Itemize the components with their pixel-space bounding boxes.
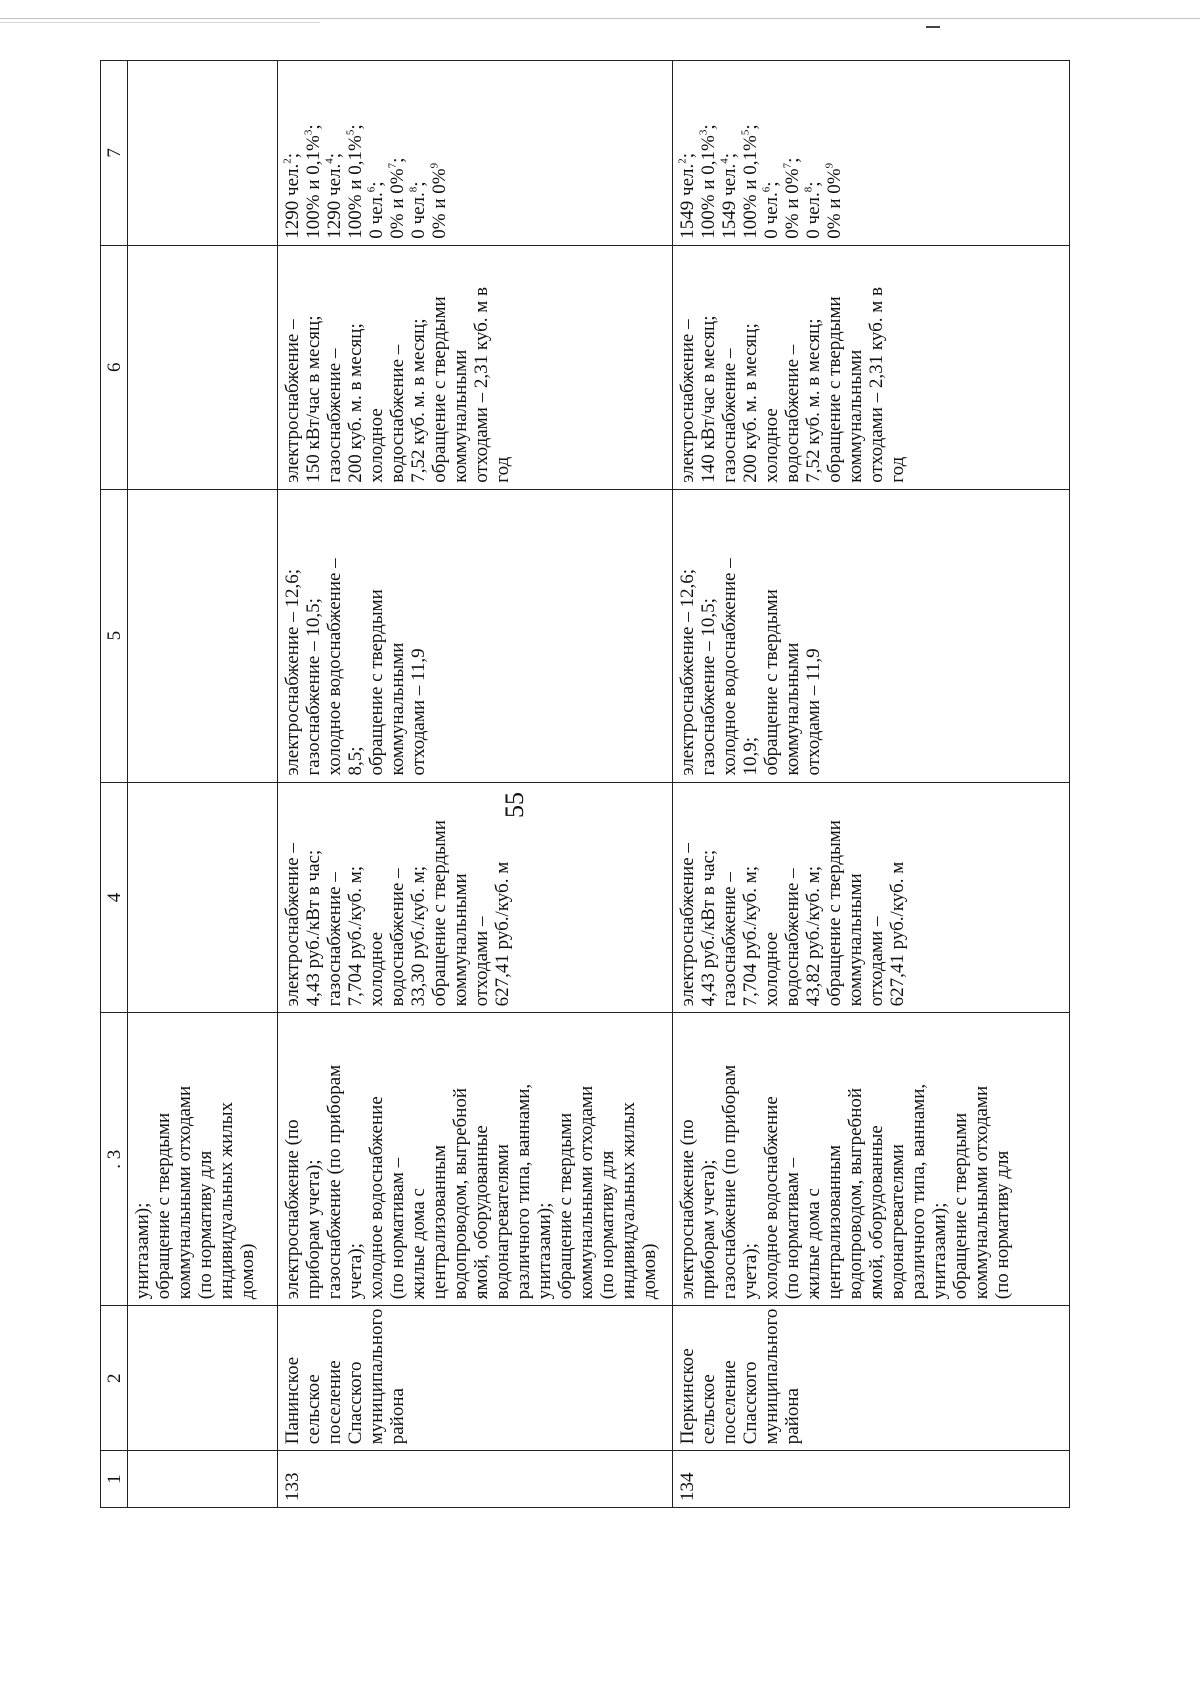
cell-line: [803, 67, 824, 239]
cell-line: Панинское: [282, 1356, 303, 1445]
cell-line: поселение: [719, 1360, 740, 1445]
footnote-marker: 5: [739, 129, 752, 136]
footnote-marker: 8: [802, 186, 815, 193]
cell-line: унитазами);: [534, 1202, 555, 1300]
cell-line: водонагревателями: [887, 1144, 908, 1300]
cell-line: водоснабжение –: [782, 344, 803, 483]
cell-line: холодное: [366, 408, 387, 483]
value-text: 100% и 0,1%: [740, 135, 761, 239]
header-col-6: 6: [101, 245, 128, 489]
cell-line: 8,5;: [345, 746, 366, 776]
cell-line: домов): [237, 1243, 258, 1300]
cell-line: водонагревателями: [492, 1144, 513, 1300]
cell-line: [677, 67, 698, 239]
index-values: [673, 489, 1070, 782]
footnote-marker: 6: [365, 186, 378, 193]
punctuation: ;: [282, 152, 303, 159]
cell-line: водоснабжение –: [387, 344, 408, 483]
cell-line: 43,82 руб./куб. м;: [803, 865, 824, 1007]
cell-line: района: [782, 1388, 803, 1445]
cell-line: обращение с твердыми: [153, 1112, 174, 1300]
services-list: [673, 1013, 1070, 1306]
punctuation: ;: [782, 157, 803, 163]
cell-line: 7,52 куб. м. в месяц;: [408, 318, 429, 483]
cell-line: 150 кВт/час в месяц;: [303, 315, 324, 483]
cell-line: отходами – 2,31 куб. м в: [471, 287, 492, 483]
punctuation: ;: [761, 181, 782, 187]
table-row: [278, 61, 673, 1508]
value-text: 0% и 0%: [387, 168, 408, 239]
footnote-marker: 2: [281, 158, 294, 164]
cell-line: обращение с твердыми: [761, 589, 782, 776]
consumption-volume: [278, 245, 673, 489]
scan-edge-line: [0, 18, 1200, 19]
cell-line: обращение с твердыми: [555, 1112, 576, 1300]
cell-line: электроснабжение –: [282, 843, 303, 1007]
cell-line: учета);: [740, 1243, 761, 1300]
cell-line: коммунальными: [450, 349, 471, 483]
footnote-marker: 3: [302, 129, 315, 136]
cell-line: газоснабжение –: [719, 348, 740, 483]
cell-line: холодное: [761, 931, 782, 1007]
cell-line: района: [387, 1388, 408, 1445]
header-col-2: 2: [101, 1306, 128, 1451]
tariffs: [673, 782, 1070, 1013]
cell-line: водопроводом, выгребной: [845, 1087, 866, 1300]
cell-line: холодное водоснабжение –: [324, 558, 345, 776]
cell-line: Спасского: [740, 1361, 761, 1445]
cell-line: учета);: [345, 1243, 366, 1300]
settlement-name: [673, 1306, 1070, 1451]
punctuation: ;: [677, 152, 698, 159]
cell-line: индивидуальных жилых: [618, 1101, 639, 1300]
cell-line: электроснабжение –: [677, 319, 698, 483]
value-text: 0 чел.: [366, 192, 387, 239]
cell-line: коммунальными: [845, 873, 866, 1007]
cell-line: ямой, оборудованные: [471, 1125, 492, 1300]
cell-line: [782, 67, 803, 239]
cell-line: коммунальными отходами: [576, 1085, 597, 1300]
population-share: [278, 61, 673, 246]
value-text: 0% и 0%: [429, 168, 450, 239]
cell-line: централизованным: [824, 1144, 845, 1300]
cell-line: газоснабжение –: [719, 872, 740, 1007]
value-text: 1549 чел.: [719, 163, 740, 239]
footnote-marker: 5: [344, 129, 357, 136]
cell-line: 4,43 руб./кВт в час;: [698, 849, 719, 1007]
tariffs: [278, 782, 673, 1013]
cell-line: обращение с твердыми: [950, 1112, 971, 1300]
cell-line: электроснабжение – 12,6;: [677, 568, 698, 776]
punctuation: ;: [324, 152, 345, 159]
cell-line: (по нормативам –: [782, 1157, 803, 1300]
population-share: [673, 61, 1070, 246]
cell-line: [324, 67, 345, 239]
footnote-marker: 8: [407, 186, 420, 193]
cell-line: поселение: [324, 1360, 345, 1445]
cell-line: сельское: [303, 1374, 324, 1445]
cell-line: отходами – 11,9: [408, 648, 429, 776]
services-list: [278, 1013, 673, 1306]
cell-line: (по нормативу для: [195, 1150, 216, 1300]
punctuation: ;: [366, 181, 387, 187]
cell-line: холодное: [366, 931, 387, 1007]
value-text: 0% и 0%: [824, 168, 845, 239]
cell-line: [824, 67, 845, 239]
cell-line: жилые дома с: [803, 1188, 824, 1300]
cell-line: коммунальными отходами: [174, 1085, 195, 1300]
cell-line: (по нормативам –: [387, 1157, 408, 1300]
cell-line: 33,30 руб./куб. м;: [408, 865, 429, 1007]
cell-line: коммунальными: [387, 642, 408, 776]
value-text: 0% и 0%: [782, 168, 803, 239]
cell-line: холодное водоснабжение –: [719, 558, 740, 776]
cell-line: коммунальными: [845, 349, 866, 483]
cell-line: отходами – 11,9: [803, 648, 824, 776]
scan-mark: [926, 26, 940, 28]
table-row: [673, 61, 1070, 1508]
cell-line: унитазами);: [929, 1202, 950, 1300]
row-number: 133: [278, 1451, 673, 1508]
value-text: 1290 чел.: [282, 163, 303, 239]
cell-line: электроснабжение (по: [677, 1119, 698, 1300]
footnote-marker: 4: [323, 158, 336, 164]
cell-line: газоснабжение –: [324, 872, 345, 1007]
cell-line: холодное: [761, 408, 782, 483]
header-col-3: . 3: [101, 1013, 128, 1306]
cell-line: холодное водоснабжение: [761, 1096, 782, 1300]
cell-line: муниципального: [366, 1308, 387, 1445]
cell-line: [719, 67, 740, 239]
footnote-marker: 2: [676, 158, 689, 164]
cell-line: ямой, оборудованные: [866, 1125, 887, 1300]
cell-line: водопроводом, выгребной: [450, 1087, 471, 1300]
cell-line: индивидуальных жилых: [216, 1101, 237, 1300]
cell-line: [345, 67, 366, 239]
cell-line: отходами –: [471, 916, 492, 1007]
cell-line: [429, 67, 450, 239]
header-col-7: 7: [101, 61, 128, 246]
cell-line: обращение с твердыми: [824, 296, 845, 483]
cell-line: электроснабжение (по: [282, 1119, 303, 1300]
header-col-5: 5: [101, 489, 128, 782]
cell-line: различного типа, ваннами,: [908, 1083, 929, 1300]
cell-line: обращение с твердыми: [366, 589, 387, 776]
rotated-table-container: [100, 60, 1070, 1508]
header-col-1: 1: [101, 1451, 128, 1508]
value-text: 0 чел.: [803, 192, 824, 239]
cell-line: приборам учета);: [698, 1159, 719, 1300]
cell-line: 7,52 куб. м. в месяц;: [803, 318, 824, 483]
cell-line: муниципального: [761, 1308, 782, 1445]
footnote-marker: 3: [697, 129, 710, 136]
cell-line: электроснабжение –: [677, 843, 698, 1007]
index-values: [278, 489, 673, 782]
carry-over-col3: [128, 1013, 278, 1306]
settlement-name: [278, 1306, 673, 1451]
cell-line: 140 кВт/час в месяц;: [698, 315, 719, 483]
cell-line: приборам учета);: [303, 1159, 324, 1300]
punctuation: ;: [698, 124, 719, 130]
cell-line: электроснабжение –: [282, 319, 303, 483]
cell-line: Спасского: [345, 1361, 366, 1445]
cell-line: [761, 67, 782, 239]
cell-line: [366, 67, 387, 239]
punctuation: ;: [387, 157, 408, 163]
cell-line: [282, 67, 303, 239]
footnote-marker: 7: [781, 162, 794, 169]
value-text: 100% и 0,1%: [303, 135, 324, 239]
cell-line: отходами – 2,31 куб. м в: [866, 287, 887, 483]
cell-line: Перкинское: [677, 1348, 698, 1445]
footnote-marker: 7: [386, 162, 399, 169]
cell-line: газоснабжение – 10,5;: [698, 598, 719, 776]
cell-line: 627,41 руб./куб. м: [887, 861, 908, 1007]
header-row: [101, 61, 128, 1508]
value-text: 0 чел.: [408, 192, 429, 239]
cell-line: 7,704 руб./куб. м;: [740, 865, 761, 1007]
cell-line: холодное водоснабжение: [366, 1096, 387, 1300]
row-number: 134: [673, 1451, 1070, 1508]
cell-line: год: [887, 456, 908, 483]
punctuation: ;: [345, 124, 366, 130]
cell-line: газоснабжение (по приборам: [719, 1064, 740, 1300]
footnote-marker: 9: [428, 162, 441, 169]
cell-line: коммунальными: [450, 873, 471, 1007]
cell-line: унитазами);: [132, 1202, 153, 1300]
punctuation: ;: [408, 181, 429, 187]
cell-line: газоснабжение – 10,5;: [303, 598, 324, 776]
punctuation: ;: [303, 124, 324, 130]
cell-line: водоснабжение –: [387, 868, 408, 1007]
cell-line: [387, 67, 408, 239]
footnote-marker: 6: [760, 186, 773, 193]
cell-line: год: [492, 456, 513, 483]
cell-line: 200 куб. м. в месяц;: [345, 323, 366, 483]
header-col-4: 4: [101, 782, 128, 1013]
cell-line: обращение с твердыми: [824, 820, 845, 1007]
cell-line: различного типа, ваннами,: [513, 1083, 534, 1300]
punctuation: ;: [740, 124, 761, 130]
cell-line: газоснабжение (по приборам: [324, 1064, 345, 1300]
value-text: 100% и 0,1%: [698, 135, 719, 239]
cell-line: газоснабжение –: [324, 348, 345, 483]
carry-over-row: [128, 61, 278, 1508]
cell-line: коммунальными: [782, 642, 803, 776]
page-number: 55: [500, 792, 529, 818]
cell-line: коммунальными отходами: [971, 1085, 992, 1300]
value-text: 0 чел.: [761, 192, 782, 239]
cell-line: [303, 67, 324, 239]
value-text: 100% и 0,1%: [345, 135, 366, 239]
footnote-marker: 4: [718, 158, 731, 164]
punctuation: ;: [803, 181, 824, 187]
value-text: 1290 чел.: [324, 163, 345, 239]
cell-line: [698, 67, 719, 239]
cell-line: отходами –: [866, 916, 887, 1007]
cell-line: централизованным: [429, 1144, 450, 1300]
cell-line: (по нормативу для: [992, 1150, 1013, 1300]
cell-line: 10,9;: [740, 737, 761, 776]
cell-line: 7,704 руб./куб. м;: [345, 865, 366, 1007]
value-text: 1549 чел.: [677, 163, 698, 239]
cell-line: обращение с твердыми: [429, 820, 450, 1007]
footnote-marker: 9: [823, 162, 836, 169]
cell-line: жилые дома с: [408, 1188, 429, 1300]
cell-line: 200 куб. м. в месяц;: [740, 323, 761, 483]
punctuation: ;: [719, 152, 740, 159]
cell-line: [740, 67, 761, 239]
cell-line: (по нормативу для: [597, 1150, 618, 1300]
cell-line: обращение с твердыми: [429, 296, 450, 483]
cell-line: 4,43 руб./кВт в час;: [303, 849, 324, 1007]
cell-line: домов): [639, 1243, 660, 1300]
cell-line: 627,41 руб./куб. м: [492, 861, 513, 1007]
cell-line: сельское: [698, 1374, 719, 1445]
cell-line: водоснабжение –: [782, 868, 803, 1007]
cell-line: электроснабжение – 12,6;: [282, 568, 303, 776]
consumption-volume: [673, 245, 1070, 489]
cell-line: [408, 67, 429, 239]
utilities-table: [100, 60, 1070, 1508]
scan-edge-line-2: [0, 22, 320, 23]
